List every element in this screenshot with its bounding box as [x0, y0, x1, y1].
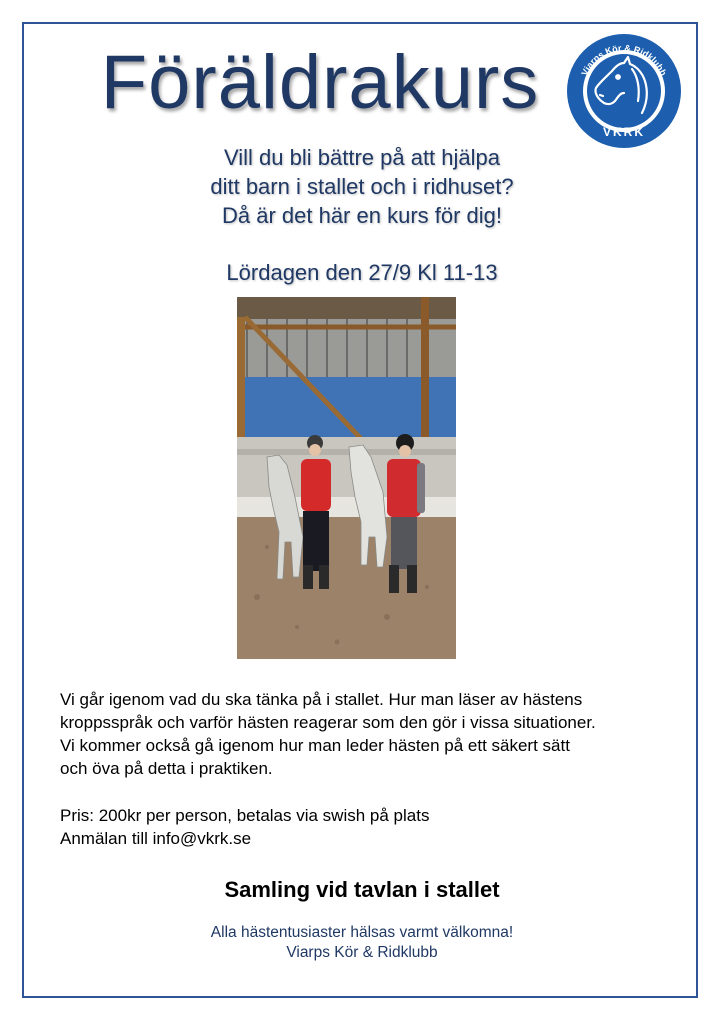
- logo-ring-text: Viarps Kör & Ridklubb: [579, 42, 669, 78]
- description-line: och öva på detta i praktiken.: [60, 759, 273, 778]
- course-date: Lördagen den 27/9 Kl 11-13: [226, 260, 498, 285]
- logo-initials: VKRK: [602, 125, 646, 139]
- price-line: Pris: 200kr per person, betalas via swish på plats: [60, 806, 430, 825]
- price-info: [60, 804, 680, 850]
- gathering-point: Samling vid tavlan i stallet: [224, 877, 500, 902]
- footer: [0, 923, 724, 963]
- intro-line: Då är det här en kurs för dig!: [221, 203, 503, 228]
- poster-title: Föräldrakurs: [100, 40, 540, 125]
- course-description: [60, 688, 680, 780]
- logo-center: [587, 54, 661, 128]
- description-line: kroppsspråk och varför hästen reagerar som den gör i vissa situationer.: [60, 713, 596, 732]
- intro-line: ditt barn i stallet och i ridhuset?: [210, 174, 514, 199]
- welcome-text: Alla hästentusiaster hälsas varmt välkomna!: [210, 924, 514, 941]
- club-name: Viarps Kör & Ridklubb: [286, 944, 438, 961]
- intro-text: [110, 143, 614, 230]
- description-line: Vi kommer också gå igenom hur man leder hästen på ett säkert sätt: [60, 736, 570, 755]
- signup-line: Anmälan till info@vkrk.se: [60, 829, 252, 848]
- club-logo: [566, 33, 682, 149]
- riding-hall-photo: [237, 297, 456, 659]
- description-line: Vi går igenom vad du ska tänka på i stallet. Hur man läser av hästens: [60, 690, 583, 709]
- intro-line: Vill du bli bättre på att hjälpa: [224, 145, 500, 170]
